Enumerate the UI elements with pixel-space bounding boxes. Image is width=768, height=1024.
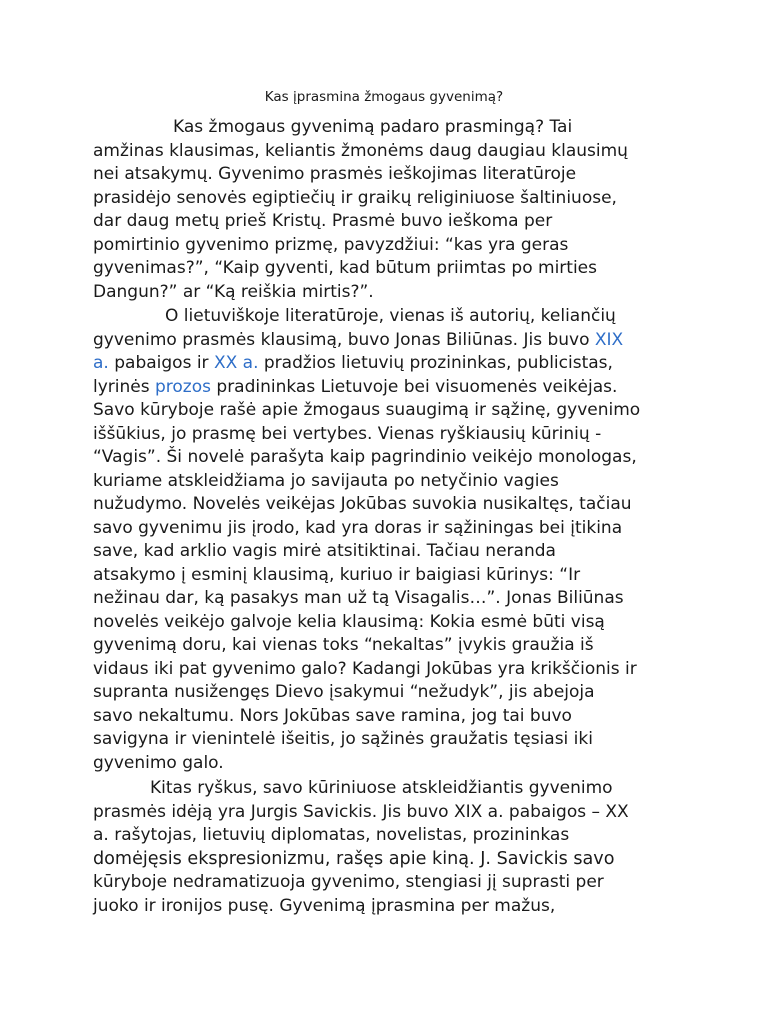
paragraph-line: [93, 329, 693, 353]
document-title: Kas įprasmina žmogaus gyvenimą?: [264, 89, 504, 105]
paragraph-line: nežinau dar, ką pasakys man už tą Visagalis…”. Jonas Biliūnas: [93, 588, 624, 608]
paragraph-3: [93, 777, 693, 918]
paragraph-text: pabaigos ir: [108, 353, 214, 373]
paragraph-line: Dangun?” ar “Ką reiškia mirtis?”.: [93, 281, 374, 302]
paragraph-line: gyvenimą doru, kai vienas toks “nekaltas” įvykis graužia iš: [93, 635, 594, 655]
paragraph-line: iššūkius, jo prasmę bei vertybes. Vienas ryškiausių kūrinių -: [93, 423, 602, 444]
paragraph-1: [93, 116, 693, 304]
paragraph-line: nei atsakymų. Gyvenimo prasmės ieškojimas literatūroje: [93, 164, 577, 184]
paragraph-line: amžinas klausimas, keliantis žmonėms daug daugiau klausimų: [93, 140, 628, 161]
paragraph-line: savo nekaltumu. Nors Jokūbas save ramina, jog tai buvo: [93, 705, 572, 726]
paragraph-line: save, kad arklio vagis mirė atsitiktinai. Tačiau neranda: [93, 541, 556, 561]
paragraph-line: gyvenimas?”, “Kaip gyventi, kad būtum priimtas po mirties: [93, 258, 597, 278]
paragraph-text: pradininkas Lietuvoje bei visuomenės veikėjas.: [211, 376, 618, 397]
paragraph-text: lyrinės: [93, 376, 155, 397]
paragraph-line: supranta nusižengęs Dievo įsakymui “nežudyk”, jis abejoja: [93, 682, 595, 702]
paragraph-line: kuriame atskleidžiama jo savijauta po netyčinio vagies: [93, 470, 559, 491]
link-xx-a[interactable]: XX a.: [213, 353, 259, 373]
paragraph-line: gyvenimo galo.: [93, 752, 224, 773]
link-xix[interactable]: XIX: [594, 329, 624, 350]
paragraph-line: domėjęsis ekspresionizmu, rašęs apie kiną. J. Savickis savo: [93, 848, 615, 869]
link-a[interactable]: a.: [93, 353, 109, 373]
paragraph-line: prasmės idėją yra Jurgis Savickis. Jis buvo XIX a. pabaigos – XX: [93, 801, 629, 822]
paragraph-line: O lietuviškoje literatūroje, vienas iš autorių, keliančių: [165, 306, 616, 326]
paragraph-line: kūryboje nedramatizuoja gyvenimo, stengiasi jį suprasti per: [93, 872, 604, 892]
paragraph-line: savo gyvenimu jis įrodo, kad yra doras ir sąžiningas bei įtikina: [93, 517, 623, 538]
paragraph-line: pomirtinio gyvenimo prizmę, pavyzdžiui: “kas yra geras: [93, 234, 569, 255]
paragraph-line: a. rašytojas, lietuvių diplomatas, novelistas, prozininkas: [93, 825, 570, 845]
paragraph-line: Kitas ryškus, savo kūriniuose atskleidžiantis gyvenimo: [150, 778, 613, 798]
paragraph-text: pradžios lietuvių prozininkas, publicistas,: [258, 353, 613, 373]
link-prozos[interactable]: prozos: [155, 376, 211, 397]
paragraph-line: [93, 352, 693, 376]
paragraph-line: juoko ir ironijos pusę. Gyvenimą įprasmina per mažus,: [93, 895, 556, 916]
paragraph-line: dar daug metų prieš Kristų. Prasmė buvo ieškoma per: [93, 211, 553, 231]
paragraph-line: Savo kūryboje rašė apie žmogaus suaugimą ir sąžinę, gyvenimo: [93, 400, 641, 420]
paragraph-2: [93, 305, 693, 775]
paragraph-line: novelės veikėjo galvoje kelia klausimą: Kokia esmė būti visą: [93, 611, 605, 632]
paragraph-text: gyvenimo prasmės klausimą, buvo Jonas Biliūnas. Jis buvo: [93, 329, 595, 350]
paragraph-line: [93, 376, 693, 400]
paragraph-line: “Vagis”. Ši novelė parašyta kaip pagrindinio veikėjo monologas,: [93, 447, 637, 467]
paragraph-line: vidaus iki pat gyvenimo galo? Kadangi Jokūbas yra krikščionis ir: [93, 658, 637, 679]
paragraph-line: Kas žmogaus gyvenimą padaro prasmingą? Tai: [173, 117, 573, 137]
paragraph-line: atsakymo į esminį klausimą, kuriuo ir baigiasi kūrinys: “Ir: [93, 564, 581, 585]
paragraph-line: savigyna ir vienintelė išeitis, jo sąžinės graužatis tęsiasi iki: [93, 729, 593, 749]
paragraph-line: nužudymo. Novelės veikėjas Jokūbas suvokia nusikaltęs, tačiau: [93, 494, 632, 514]
paragraph-line: prasidėjo senovės egiptiečių ir graikų religiniuose šaltiniuose,: [93, 187, 617, 208]
